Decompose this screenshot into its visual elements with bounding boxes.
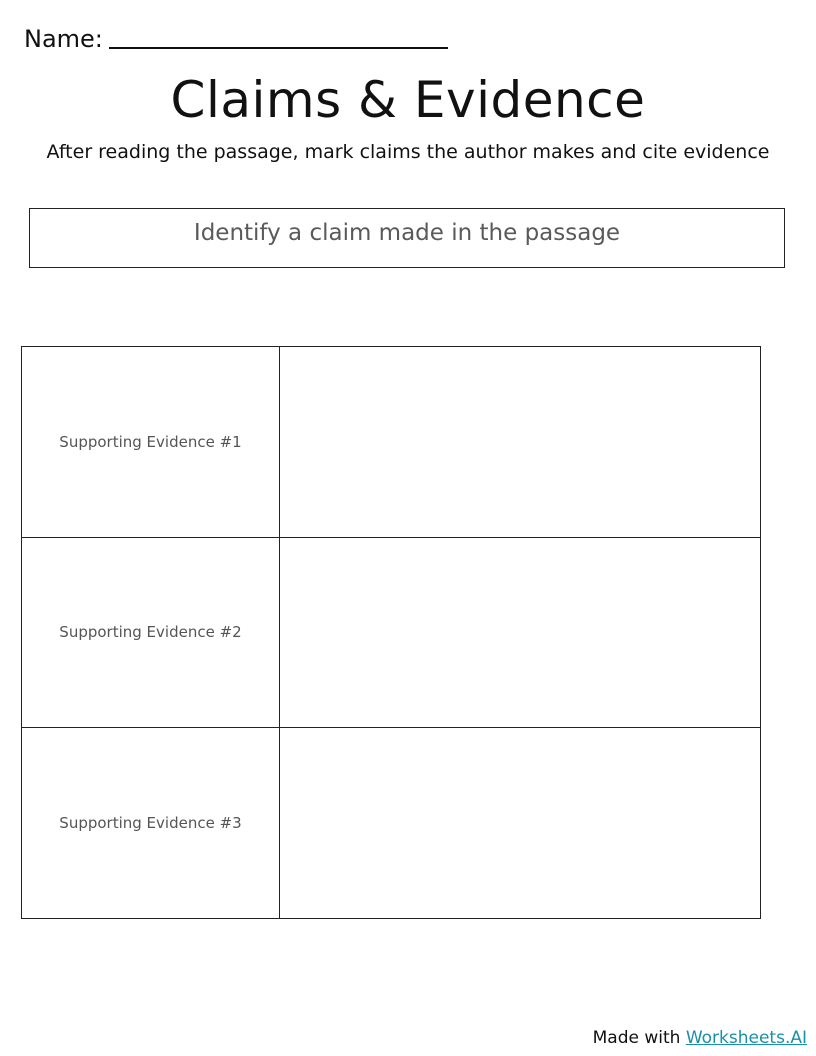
evidence-table [21,346,761,919]
footer-credit [593,1026,807,1050]
instructions: After reading the passage, mark claims the author makes and cite evidence [46,141,770,163]
page-title: Claims & Evidence [170,71,646,129]
evidence-label-cell [22,537,280,728]
evidence-answer-cell[interactable] [280,728,761,919]
name-label: Name: [24,25,103,53]
evidence-label: Supporting Evidence #3 [59,814,242,833]
footer-prefix: Made with [592,1028,686,1048]
name-row [24,22,454,54]
evidence-row [22,537,761,728]
evidence-label: Supporting Evidence #1 [59,432,242,451]
evidence-label: Supporting Evidence #2 [59,623,242,642]
evidence-row [22,728,761,919]
claim-box-label: Identify a claim made in the passage [193,220,621,246]
worksheets-ai-link[interactable]: Worksheets.AI [685,1028,807,1048]
evidence-label-cell [22,347,280,538]
evidence-label-cell [22,728,280,919]
claim-box[interactable] [29,208,785,268]
name-blank-line[interactable] [109,47,448,49]
evidence-answer-cell[interactable] [280,537,761,728]
evidence-row [22,347,761,538]
evidence-answer-cell[interactable] [280,347,761,538]
